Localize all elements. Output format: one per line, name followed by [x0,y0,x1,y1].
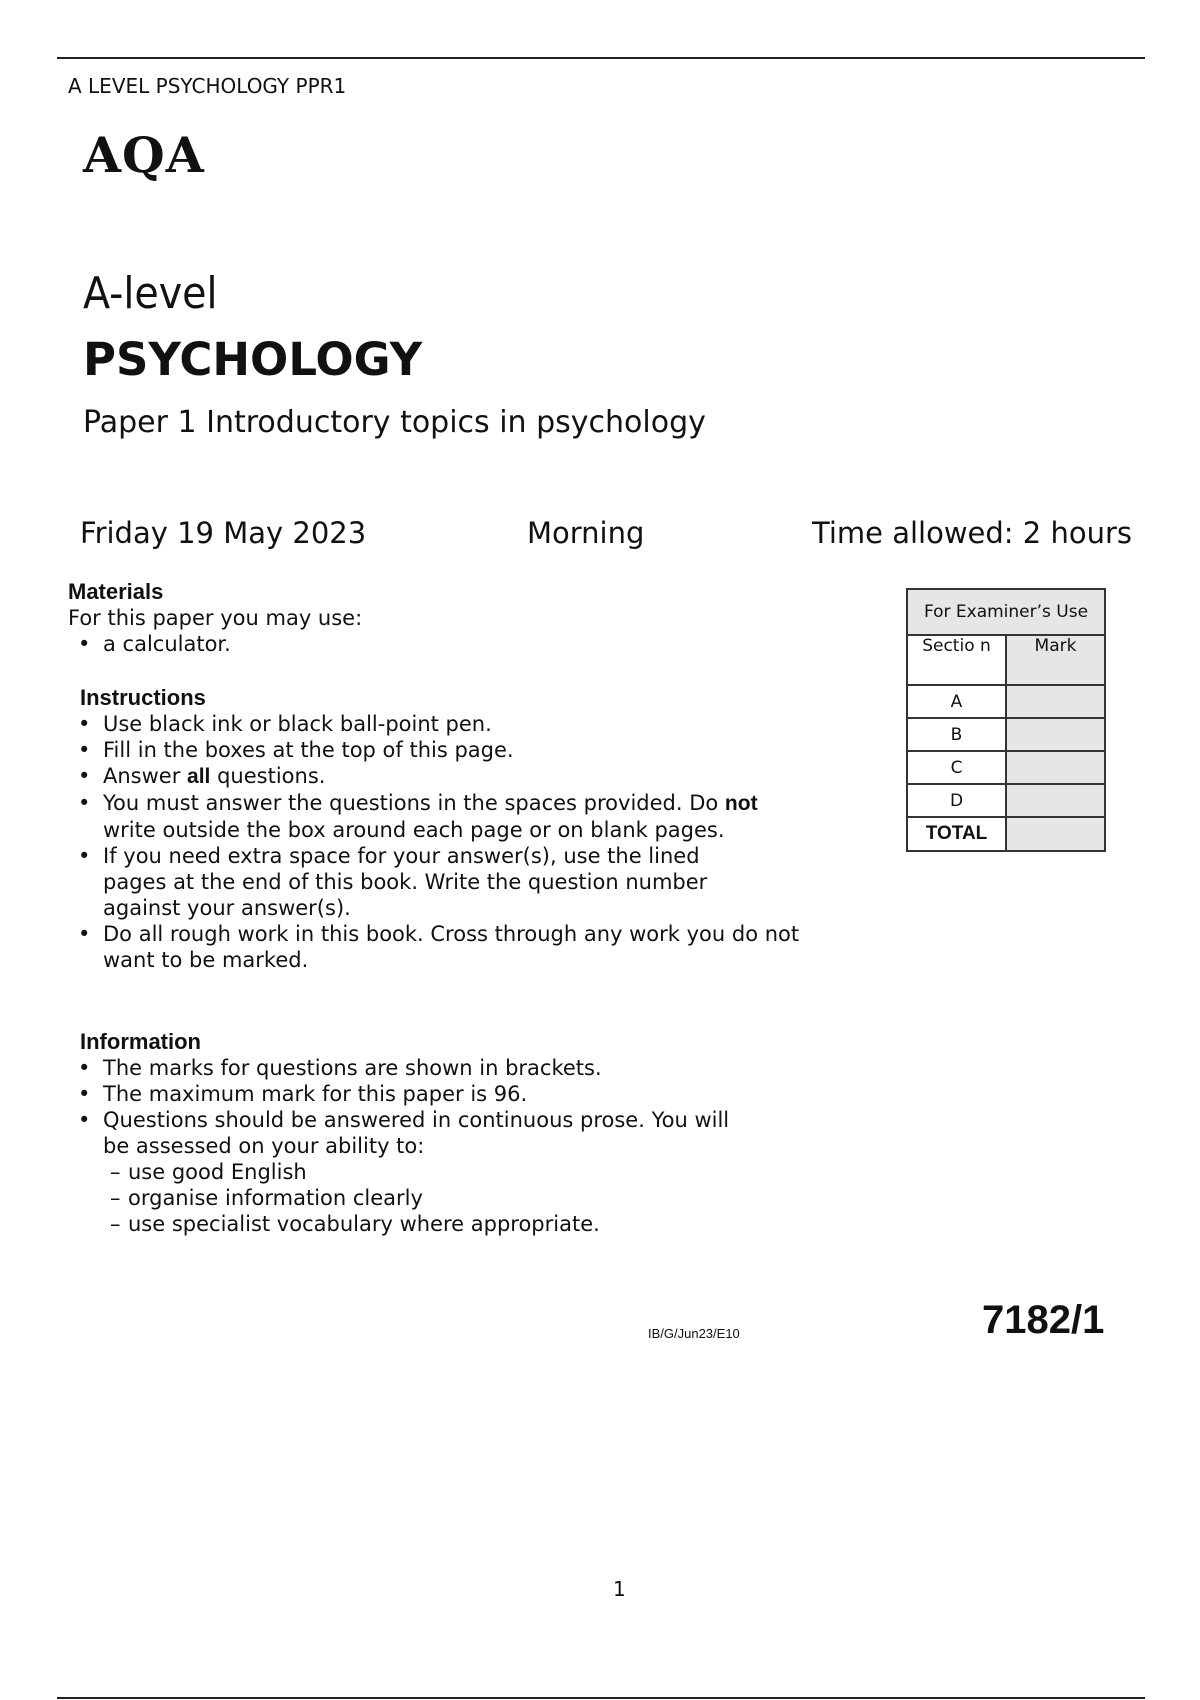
total-mark-box [1006,817,1105,851]
section-column-header: Sectio n [907,635,1006,685]
exam-session: Morning [527,516,645,550]
list-item: • If you need extra space for your answer(s), use the lined pages at the end of this book. Write the question number against your answer(s). [68,843,763,921]
list-item: • You must answer the questions in the spaces provided. Do not write outside the box around each page or on blank pages. [68,790,763,843]
list-item: – organise information clearly [110,1185,828,1211]
mark-column-header: Mark [1006,635,1105,685]
page-number: 1 [613,1577,626,1601]
list-item: • The maximum mark for this paper is 96. [68,1081,828,1107]
qualification-level: A-level [83,268,218,319]
information-list [68,1055,828,1159]
subject-title: PSYCHOLOGY [83,333,423,386]
list-item: • Use black ink or black ball-point pen. [68,711,828,737]
section-b-mark-box [1006,718,1105,751]
section-b-label: B [907,718,1006,751]
list-item: • Questions should be answered in continuous prose. You will be assessed on your ability to: [68,1107,743,1159]
instructions-section [80,685,828,973]
running-title: A LEVEL PSYCHOLOGY PPR1 [68,74,347,98]
top-rule [57,57,1145,59]
section-d-mark-box [1006,784,1105,817]
section-a-mark-box [1006,685,1105,718]
aqa-logo: AQA [83,126,205,184]
materials-section [68,579,828,657]
document-reference-code: IB/G/Jun23/E10 [648,1326,740,1341]
materials-heading: Materials [68,579,164,604]
list-item: • Do all rough work in this book. Cross through any work you do not want to be marked. [68,921,823,973]
total-label: TOTAL [907,817,1006,851]
instructions-list [68,711,828,973]
instructions-heading: Instructions [80,685,206,710]
section-d-label: D [907,784,1006,817]
information-heading: Information [80,1029,201,1054]
materials-list [68,631,828,657]
list-item: • a calculator. [68,631,828,657]
list-item: – use specialist vocabulary where appropriate. [110,1211,828,1237]
exam-date: Friday 19 May 2023 [80,516,367,550]
list-item: • Answer all questions. [68,763,828,790]
bottom-rule [57,1697,1145,1699]
time-allowed: Time allowed: 2 hours [812,516,1132,550]
materials-intro: For this paper you may use: [68,606,363,630]
paper-code: 7182/1 [982,1298,1105,1342]
information-section [80,1029,828,1237]
section-c-mark-box [1006,751,1105,784]
section-a-label: A [907,685,1006,718]
information-sublist [80,1159,828,1237]
list-item: • The marks for questions are shown in brackets. [68,1055,828,1081]
examiners-use-table [906,588,1106,852]
list-item: • Fill in the boxes at the top of this page. [68,737,828,763]
examiners-use-title: For Examiner’s Use [907,589,1105,635]
section-c-label: C [907,751,1006,784]
list-item: – use good English [110,1159,828,1185]
paper-title: Paper 1 Introductory topics in psychology [83,405,706,440]
